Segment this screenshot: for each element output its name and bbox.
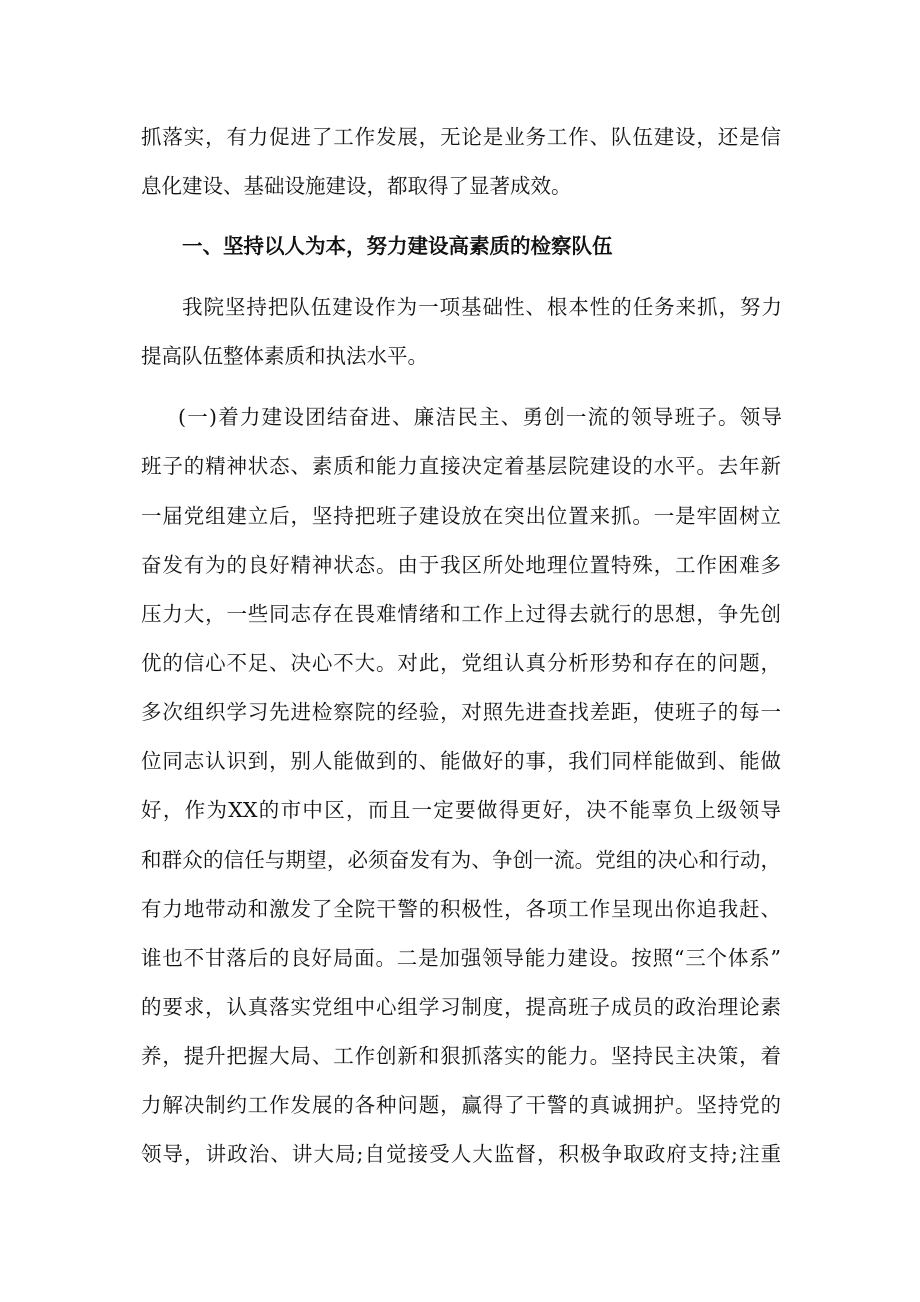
para2-line-10: 和群众的信任与期望，必须奋发有为、争创一流。党组的决心和行动，: [141, 848, 781, 872]
para2-line-11: 有力地带动和激发了全院干警的积极性，各项工作呈现出你追我赶、: [141, 897, 781, 921]
para2-line-9: 好，作为XX的市中区，而且一定要做得更好，决不能辜负上级领导: [141, 798, 781, 822]
para2-line-8: 位同志认识到，别人能做到的、能做好的事，我们同样能做到、能做: [141, 749, 781, 773]
para2-line-3: 一届党组建立后，坚持把班子建设放在突出位置来抓。一是牢固树立: [141, 504, 781, 528]
para2-line-16: 领导，讲政治、讲大局;自觉接受人大监督，积极争取政府支持;注重: [141, 1142, 781, 1166]
para1-line-2: 提高队伍整体素质和执法水平。: [141, 344, 428, 368]
para2-line-2: 班子的精神状态、素质和能力直接决定着基层院建设的水平。去年新: [141, 454, 781, 478]
para2-line-13: 的要求，认真落实党组中心组学习制度，提高班子成员的政治理论素: [141, 995, 781, 1019]
intro-line-2: 息化建设、基础设施建设，都取得了显著成效。: [141, 174, 572, 198]
intro-line-1: 抓落实，有力促进了工作发展，无论是业务工作、队伍建设，还是信: [141, 125, 781, 149]
para2-line-7: 多次组织学习先进检察院的经验，对照先进查找差距，使班子的每一: [141, 700, 781, 724]
para2-line-14: 养，提升把握大局、工作创新和狠抓落实的能力。坚持民主决策，着: [141, 1044, 781, 1068]
para2-line-12: 谁也不甘落后的良好局面。二是加强领导能力建设。按照“三个体系”: [141, 946, 781, 970]
para1-line-1: 我院坚持把队伍建设作为一项基础性、根本性的任务来抓，努力: [182, 295, 782, 319]
para2-line-1: (一)着力建设团结奋进、廉洁民主、勇创一流的领导班子。领导: [178, 405, 782, 429]
section-heading: 一、坚持以人为本，努力建设高素质的检察队伍: [182, 234, 613, 258]
para2-line-5: 压力大，一些同志存在畏难情绪和工作上过得去就行的思想，争先创: [141, 602, 781, 626]
para2-line-6: 优的信心不足、决心不大。对此，党组认真分析形势和存在的问题，: [141, 651, 781, 675]
para2-line-15: 力解决制约工作发展的各种问题，赢得了干警的真诚拥护。坚持党的: [141, 1093, 781, 1117]
para2-line-4: 奋发有为的良好精神状态。由于我区所处地理位置特殊，工作困难多: [141, 553, 781, 577]
